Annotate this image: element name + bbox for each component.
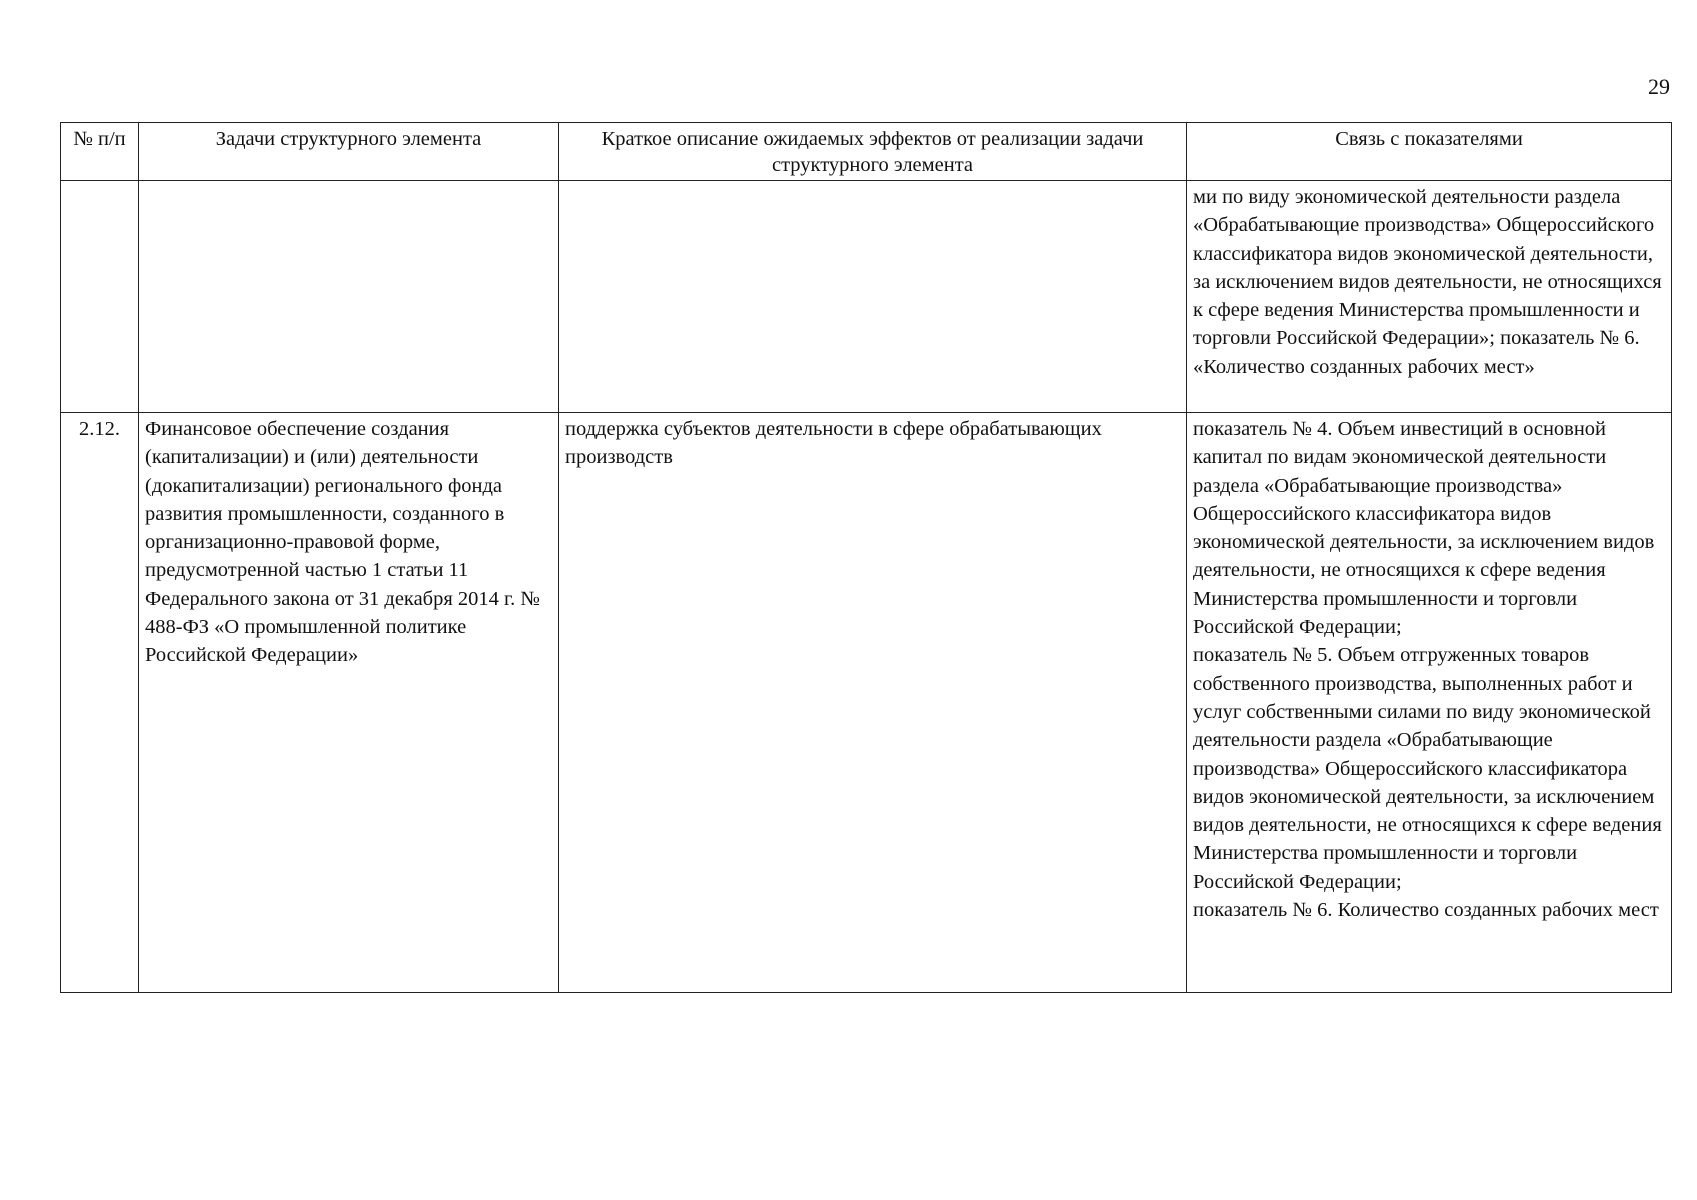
cell-task: Финансовое обеспечение создания (капитализации) и (или) деятельности (докапитализации) регионального фонда развития промышленности, созданного в организационно-правовой форме, предусмотренной частью 1 статьи 11 Федерального закона от 31 декабря 2014 г. № 488-ФЗ «О промышленной политике Российской Федерации»	[139, 413, 559, 993]
page-number: 29	[1648, 74, 1670, 99]
indicator-5-text: показатель № 5. Объем отгруженных товаров собственного производства, выполненных работ и услуг собственными силами по виду экономической деятельности раздела «Обрабатывающие производства» Общероссийского классификатора видов экономической деятельности, за исключением видов деятельности, не относящихся к сфере ведения Министерства промышленности и торговли Российской Федерации;	[1193, 644, 1662, 893]
structural-element-table	[60, 122, 1672, 993]
cell-effect: поддержка субъектов деятельности в сфере обрабатывающих производств	[559, 413, 1187, 993]
cell-task	[139, 181, 559, 413]
table-header-row	[61, 123, 1672, 181]
cell-effect	[559, 181, 1187, 413]
indicator-6-text: показатель № 6. Количество созданных рабочих мест	[1193, 899, 1659, 922]
table-row	[61, 413, 1672, 993]
header-task: Задачи структурного элемента	[139, 123, 559, 181]
cell-num: 2.12.	[61, 413, 139, 993]
cell-link	[1187, 413, 1672, 993]
table-row	[61, 181, 1672, 413]
header-effect: Краткое описание ожидаемых эффектов от реализации задачи структурного элемента	[559, 123, 1187, 181]
header-link: Связь с показателями	[1187, 123, 1672, 181]
cell-num	[61, 181, 139, 413]
indicator-4-text: показатель № 4. Объем инвестиций в основной капитал по видам экономической деятельности раздела «Обрабатывающие производства» Общероссийского классификатора видов экономической деятельности, за исключением видов деятельности, не относящихся к сфере ведения Министерства промышленности и торговли Российской Федерации;	[1193, 418, 1655, 639]
header-num: № п/п	[61, 123, 139, 181]
cell-link: ми по виду экономической деятельности раздела «Обрабатывающие производства» Общероссийского классификатора видов экономической деятельности, за исключением видов деятельности, не относящихся к сфере ведения Министерства промышленности и торговли Российской Федерации»; показатель № 6. «Количество созданных рабочих мест»	[1187, 181, 1672, 413]
